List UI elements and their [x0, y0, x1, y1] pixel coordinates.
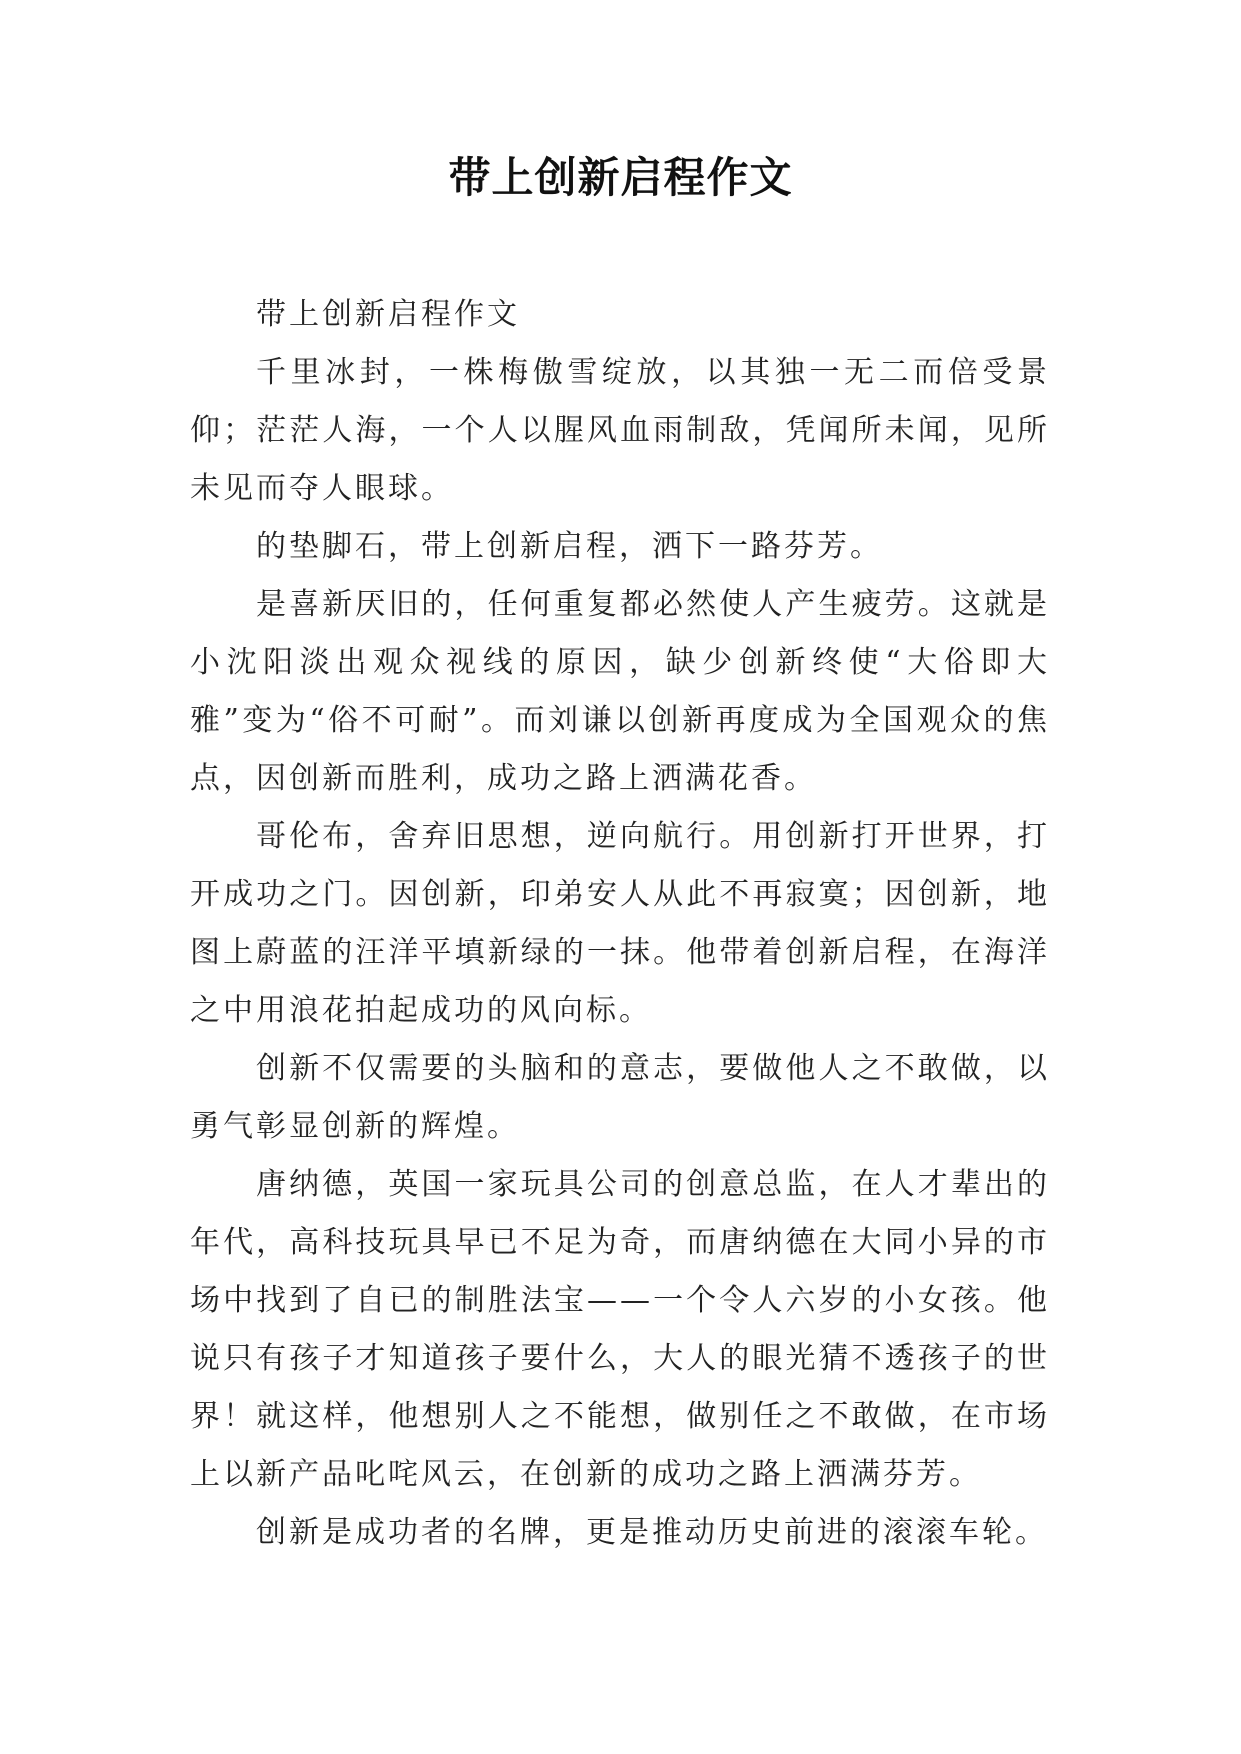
paragraph-4: 哥伦布，舍弃旧思想，逆向航行。用创新打开世界，打开成功之门。因创新，印弟安人从此不再寂寞；因创新，地图上蔚蓝的汪洋平填新绿的一抹。他带着创新启程，在海洋之中用浪花拍起成功的风向标。 — [190, 819, 1050, 1028]
paragraph-6: 唐纳德，英国一家玩具公司的创意总监，在人才辈出的年代，高科技玩具早已不足为奇，而唐纳德在大同小异的市场中找到了自已的制胜法宝——一个令人六岁的小女孩。他说只有孩子才知道孩子要什么，大人的眼光猜不透孩子的世界！就这样，他想别人之不能想，做别任之不敢做，在市场上以新产品叱咤风云，在创新的成功之路上洒满芬芳。 — [190, 1167, 1050, 1492]
document-body — [190, 286, 1050, 1562]
paragraph-subtitle: 带上创新启程作文 — [256, 297, 520, 332]
paragraph-5: 创新不仅需要的头脑和的意志，要做他人之不敢做，以勇气彰显创新的辉煌。 — [190, 1051, 1050, 1144]
paragraph-1: 千里冰封，一株梅傲雪绽放，以其独一无二而倍受景仰；茫茫人海，一个人以腥风血雨制敌，凭闻所未闻，见所未见而夺人眼球。 — [190, 355, 1050, 506]
paragraph-7: 创新是成功者的名牌，更是推动历史前进的滚滚车轮。 — [256, 1515, 1048, 1550]
document-title: 带上创新启程作文 — [448, 153, 793, 202]
paragraph-3: 是喜新厌旧的，任何重复都必然使人产生疲劳。这就是小沈阳淡出观众视线的原因，缺少创新终使“大俗即大雅”变为“俗不可耐”。而刘谦以创新再度成为全国观众的焦点，因创新而胜利，成功之路上洒满花香。 — [190, 587, 1050, 796]
paragraph-2: 的垫脚石，带上创新启程，洒下一路芬芳。 — [256, 529, 883, 564]
